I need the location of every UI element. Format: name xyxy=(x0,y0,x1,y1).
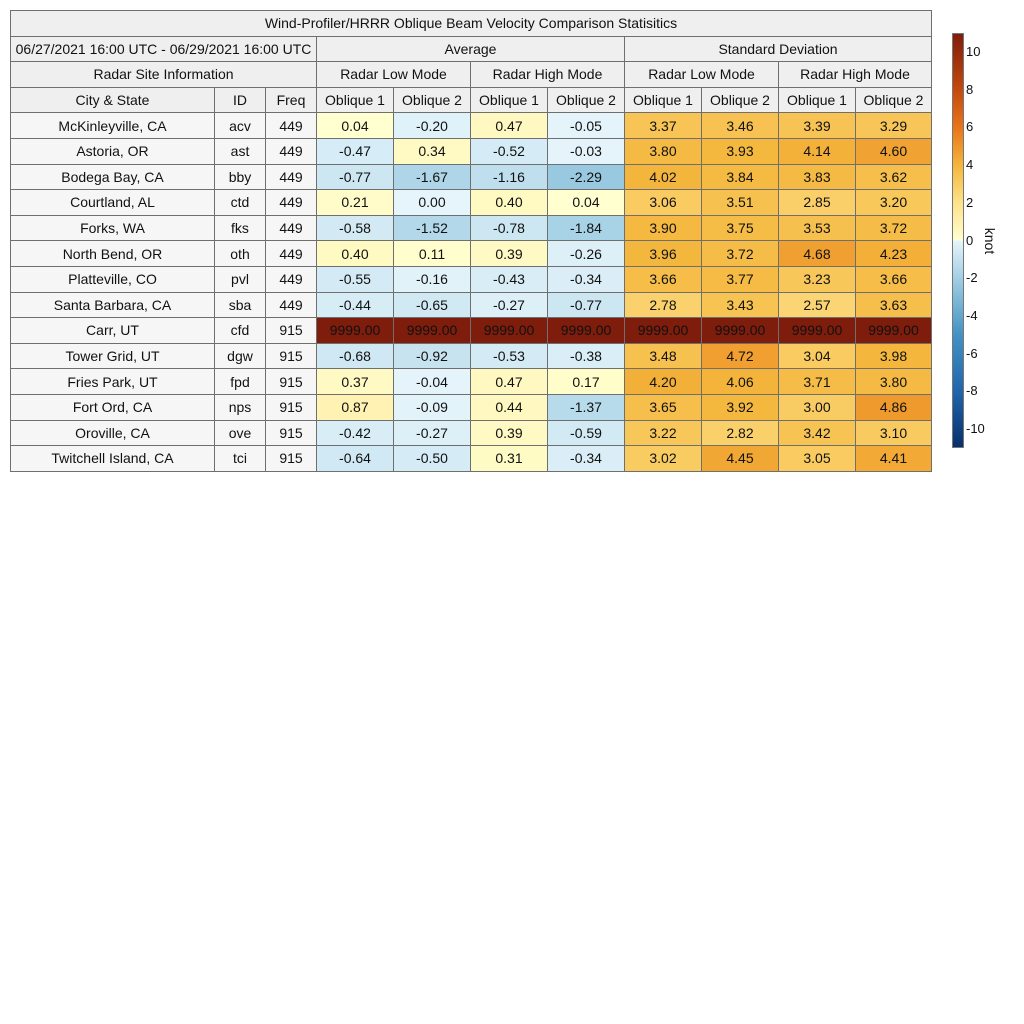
site-id: sba xyxy=(215,292,266,318)
value-cell: 3.80 xyxy=(625,138,702,164)
value-cell: 3.05 xyxy=(779,446,856,472)
value-cell: 0.39 xyxy=(471,241,548,267)
value-cell: -0.34 xyxy=(548,266,625,292)
table-row xyxy=(11,394,932,420)
site-city: McKinleyville, CA xyxy=(11,113,215,139)
table-row xyxy=(11,190,932,216)
value-cell: 3.80 xyxy=(856,369,932,395)
value-cell: -0.27 xyxy=(471,292,548,318)
table-row xyxy=(11,164,932,190)
table-row xyxy=(11,446,932,472)
value-cell: -0.44 xyxy=(317,292,394,318)
colorbar-label: knot xyxy=(982,227,998,255)
site-freq: 449 xyxy=(266,164,317,190)
site-city: Twitchell Island, CA xyxy=(11,446,215,472)
avg-low-mode-header: Radar Low Mode xyxy=(317,62,471,88)
site-freq: 449 xyxy=(266,266,317,292)
value-cell: -0.43 xyxy=(471,266,548,292)
value-cell: 4.60 xyxy=(856,138,932,164)
value-cell: -0.64 xyxy=(317,446,394,472)
col-header-avg-high-oblique1: Oblique 1 xyxy=(471,87,548,113)
value-cell: 3.23 xyxy=(779,266,856,292)
value-cell: 3.63 xyxy=(856,292,932,318)
colorbar-tick-label: 4 xyxy=(966,157,974,173)
value-cell: 3.96 xyxy=(625,241,702,267)
site-city: Oroville, CA xyxy=(11,420,215,446)
site-id: pvl xyxy=(215,266,266,292)
site-city: Astoria, OR xyxy=(11,138,215,164)
value-cell: 3.48 xyxy=(625,343,702,369)
value-cell: 3.66 xyxy=(625,266,702,292)
colorbar-tick-label: -10 xyxy=(966,421,985,437)
site-id: acv xyxy=(215,113,266,139)
value-cell: 0.37 xyxy=(317,369,394,395)
value-cell: 3.93 xyxy=(702,138,779,164)
col-header-id: ID xyxy=(215,87,266,113)
col-header-avg-low-oblique1: Oblique 1 xyxy=(317,87,394,113)
site-city: Fort Ord, CA xyxy=(11,394,215,420)
site-id: bby xyxy=(215,164,266,190)
value-cell: 4.14 xyxy=(779,138,856,164)
site-freq: 915 xyxy=(266,420,317,446)
average-header: Average xyxy=(317,36,625,62)
value-cell: 0.34 xyxy=(394,138,471,164)
site-id: fpd xyxy=(215,369,266,395)
value-cell: -0.65 xyxy=(394,292,471,318)
value-cell: 4.23 xyxy=(856,241,932,267)
value-cell: 3.00 xyxy=(779,394,856,420)
std-low-mode-header: Radar Low Mode xyxy=(625,62,779,88)
site-city: Courtland, AL xyxy=(11,190,215,216)
value-cell: 3.72 xyxy=(856,215,932,241)
table-row xyxy=(11,113,932,139)
col-header-std-high-oblique2: Oblique 2 xyxy=(856,87,932,113)
value-cell: 3.66 xyxy=(856,266,932,292)
site-city: Santa Barbara, CA xyxy=(11,292,215,318)
value-cell: 0.31 xyxy=(471,446,548,472)
value-cell: 3.77 xyxy=(702,266,779,292)
value-cell: -1.84 xyxy=(548,215,625,241)
value-cell: 9999.00 xyxy=(702,318,779,344)
table-title: Wind-Profiler/HRRR Oblique Beam Velocity Comparison Statisitics xyxy=(11,11,932,37)
value-cell: 0.47 xyxy=(471,369,548,395)
value-cell: -0.42 xyxy=(317,420,394,446)
site-id: ast xyxy=(215,138,266,164)
site-freq: 449 xyxy=(266,241,317,267)
value-cell: 3.42 xyxy=(779,420,856,446)
value-cell: -0.03 xyxy=(548,138,625,164)
colorbar-tick-label: -6 xyxy=(966,345,978,361)
value-cell: -0.55 xyxy=(317,266,394,292)
value-cell: 2.57 xyxy=(779,292,856,318)
value-cell: -0.38 xyxy=(548,343,625,369)
value-cell: 3.98 xyxy=(856,343,932,369)
colorbar-tick-label: 6 xyxy=(966,119,974,135)
col-header-city: City & State xyxy=(11,87,215,113)
std-high-mode-header: Radar High Mode xyxy=(779,62,932,88)
site-id: ctd xyxy=(215,190,266,216)
radar-site-info-header: Radar Site Information xyxy=(11,62,317,88)
value-cell: 3.46 xyxy=(702,113,779,139)
value-cell: 4.06 xyxy=(702,369,779,395)
value-cell: 4.45 xyxy=(702,446,779,472)
col-header-avg-low-oblique2: Oblique 2 xyxy=(394,87,471,113)
value-cell: 9999.00 xyxy=(779,318,856,344)
avg-high-mode-header: Radar High Mode xyxy=(471,62,625,88)
value-cell: 3.83 xyxy=(779,164,856,190)
value-cell: 0.44 xyxy=(471,394,548,420)
colorbar-tick-label: 8 xyxy=(966,81,974,97)
site-city: Tower Grid, UT xyxy=(11,343,215,369)
value-cell: 9999.00 xyxy=(394,318,471,344)
value-cell: -1.67 xyxy=(394,164,471,190)
std-dev-header: Standard Deviation xyxy=(625,36,932,62)
col-header-freq: Freq xyxy=(266,87,317,113)
site-id: nps xyxy=(215,394,266,420)
site-freq: 915 xyxy=(266,369,317,395)
value-cell: 3.02 xyxy=(625,446,702,472)
value-cell: 3.84 xyxy=(702,164,779,190)
col-header-std-low-oblique1: Oblique 1 xyxy=(625,87,702,113)
table-row xyxy=(11,292,932,318)
value-cell: 0.00 xyxy=(394,190,471,216)
value-cell: 9999.00 xyxy=(317,318,394,344)
value-cell: 0.47 xyxy=(471,113,548,139)
value-cell: 3.72 xyxy=(702,241,779,267)
table-row xyxy=(11,369,932,395)
value-cell: 3.22 xyxy=(625,420,702,446)
table-row xyxy=(11,215,932,241)
site-city: Forks, WA xyxy=(11,215,215,241)
colorbar-tick-label: 0 xyxy=(966,232,974,248)
value-cell: -0.47 xyxy=(317,138,394,164)
colorbar-tick-label: -2 xyxy=(966,270,978,286)
site-city: North Bend, OR xyxy=(11,241,215,267)
table-row xyxy=(11,138,932,164)
value-cell: -0.50 xyxy=(394,446,471,472)
value-cell: -0.68 xyxy=(317,343,394,369)
table-row xyxy=(11,343,932,369)
value-cell: 3.37 xyxy=(625,113,702,139)
site-id: oth xyxy=(215,241,266,267)
value-cell: -0.16 xyxy=(394,266,471,292)
site-freq: 449 xyxy=(266,138,317,164)
value-cell: 3.06 xyxy=(625,190,702,216)
col-header-std-low-oblique2: Oblique 2 xyxy=(702,87,779,113)
value-cell: 3.10 xyxy=(856,420,932,446)
value-cell: 4.41 xyxy=(856,446,932,472)
value-cell: -1.16 xyxy=(471,164,548,190)
value-cell: -0.05 xyxy=(548,113,625,139)
value-cell: 0.39 xyxy=(471,420,548,446)
value-cell: 3.20 xyxy=(856,190,932,216)
value-cell: 9999.00 xyxy=(625,318,702,344)
site-id: tci xyxy=(215,446,266,472)
value-cell: 3.04 xyxy=(779,343,856,369)
colorbar-tick-label: -8 xyxy=(966,383,978,399)
colorbar-tick-label: 2 xyxy=(966,194,974,210)
value-cell: -0.58 xyxy=(317,215,394,241)
value-cell: 0.40 xyxy=(471,190,548,216)
site-id: dgw xyxy=(215,343,266,369)
site-freq: 449 xyxy=(266,292,317,318)
col-header-std-high-oblique1: Oblique 1 xyxy=(779,87,856,113)
site-freq: 915 xyxy=(266,446,317,472)
site-freq: 915 xyxy=(266,394,317,420)
value-cell: 3.90 xyxy=(625,215,702,241)
table-row xyxy=(11,266,932,292)
value-cell: -0.27 xyxy=(394,420,471,446)
value-cell: 9999.00 xyxy=(856,318,932,344)
value-cell: -2.29 xyxy=(548,164,625,190)
value-cell: -0.34 xyxy=(548,446,625,472)
table-row xyxy=(11,241,932,267)
value-cell: -0.92 xyxy=(394,343,471,369)
colorbar-tick-label: -4 xyxy=(966,307,978,323)
table-row xyxy=(11,318,932,344)
value-cell: 0.11 xyxy=(394,241,471,267)
site-city: Platteville, CO xyxy=(11,266,215,292)
value-cell: -1.52 xyxy=(394,215,471,241)
value-cell: 4.86 xyxy=(856,394,932,420)
colorbar-tick-label: 10 xyxy=(966,43,981,59)
value-cell: -0.20 xyxy=(394,113,471,139)
value-cell: 0.04 xyxy=(317,113,394,139)
table-row xyxy=(11,420,932,446)
value-cell: 3.51 xyxy=(702,190,779,216)
value-cell: 3.65 xyxy=(625,394,702,420)
value-cell: -0.26 xyxy=(548,241,625,267)
site-freq: 915 xyxy=(266,318,317,344)
value-cell: 0.40 xyxy=(317,241,394,267)
site-id: cfd xyxy=(215,318,266,344)
value-cell: 9999.00 xyxy=(471,318,548,344)
value-cell: 3.39 xyxy=(779,113,856,139)
value-cell: 2.78 xyxy=(625,292,702,318)
value-cell: -0.09 xyxy=(394,394,471,420)
value-cell: 3.75 xyxy=(702,215,779,241)
value-cell: 0.87 xyxy=(317,394,394,420)
site-freq: 449 xyxy=(266,113,317,139)
value-cell: 0.17 xyxy=(548,369,625,395)
value-cell: 4.02 xyxy=(625,164,702,190)
col-header-avg-high-oblique2: Oblique 2 xyxy=(548,87,625,113)
value-cell: -0.04 xyxy=(394,369,471,395)
site-freq: 449 xyxy=(266,215,317,241)
value-cell: 0.04 xyxy=(548,190,625,216)
value-cell: -0.78 xyxy=(471,215,548,241)
value-cell: 2.85 xyxy=(779,190,856,216)
value-cell: 0.21 xyxy=(317,190,394,216)
value-cell: 9999.00 xyxy=(548,318,625,344)
value-cell: -0.77 xyxy=(317,164,394,190)
site-city: Fries Park, UT xyxy=(11,369,215,395)
date-range: 06/27/2021 16:00 UTC - 06/29/2021 16:00 UTC xyxy=(11,36,317,62)
site-city: Bodega Bay, CA xyxy=(11,164,215,190)
value-cell: -1.37 xyxy=(548,394,625,420)
value-cell: 3.62 xyxy=(856,164,932,190)
site-freq: 915 xyxy=(266,343,317,369)
value-cell: 3.92 xyxy=(702,394,779,420)
value-cell: -0.52 xyxy=(471,138,548,164)
site-freq: 449 xyxy=(266,190,317,216)
site-id: fks xyxy=(215,215,266,241)
value-cell: -0.59 xyxy=(548,420,625,446)
site-city: Carr, UT xyxy=(11,318,215,344)
colorbar xyxy=(952,33,964,448)
comparison-table xyxy=(10,10,932,472)
value-cell: 2.82 xyxy=(702,420,779,446)
value-cell: 4.20 xyxy=(625,369,702,395)
value-cell: 3.53 xyxy=(779,215,856,241)
site-id: ove xyxy=(215,420,266,446)
value-cell: -0.53 xyxy=(471,343,548,369)
value-cell: 3.29 xyxy=(856,113,932,139)
value-cell: -0.77 xyxy=(548,292,625,318)
value-cell: 3.71 xyxy=(779,369,856,395)
value-cell: 3.43 xyxy=(702,292,779,318)
value-cell: 4.68 xyxy=(779,241,856,267)
value-cell: 4.72 xyxy=(702,343,779,369)
